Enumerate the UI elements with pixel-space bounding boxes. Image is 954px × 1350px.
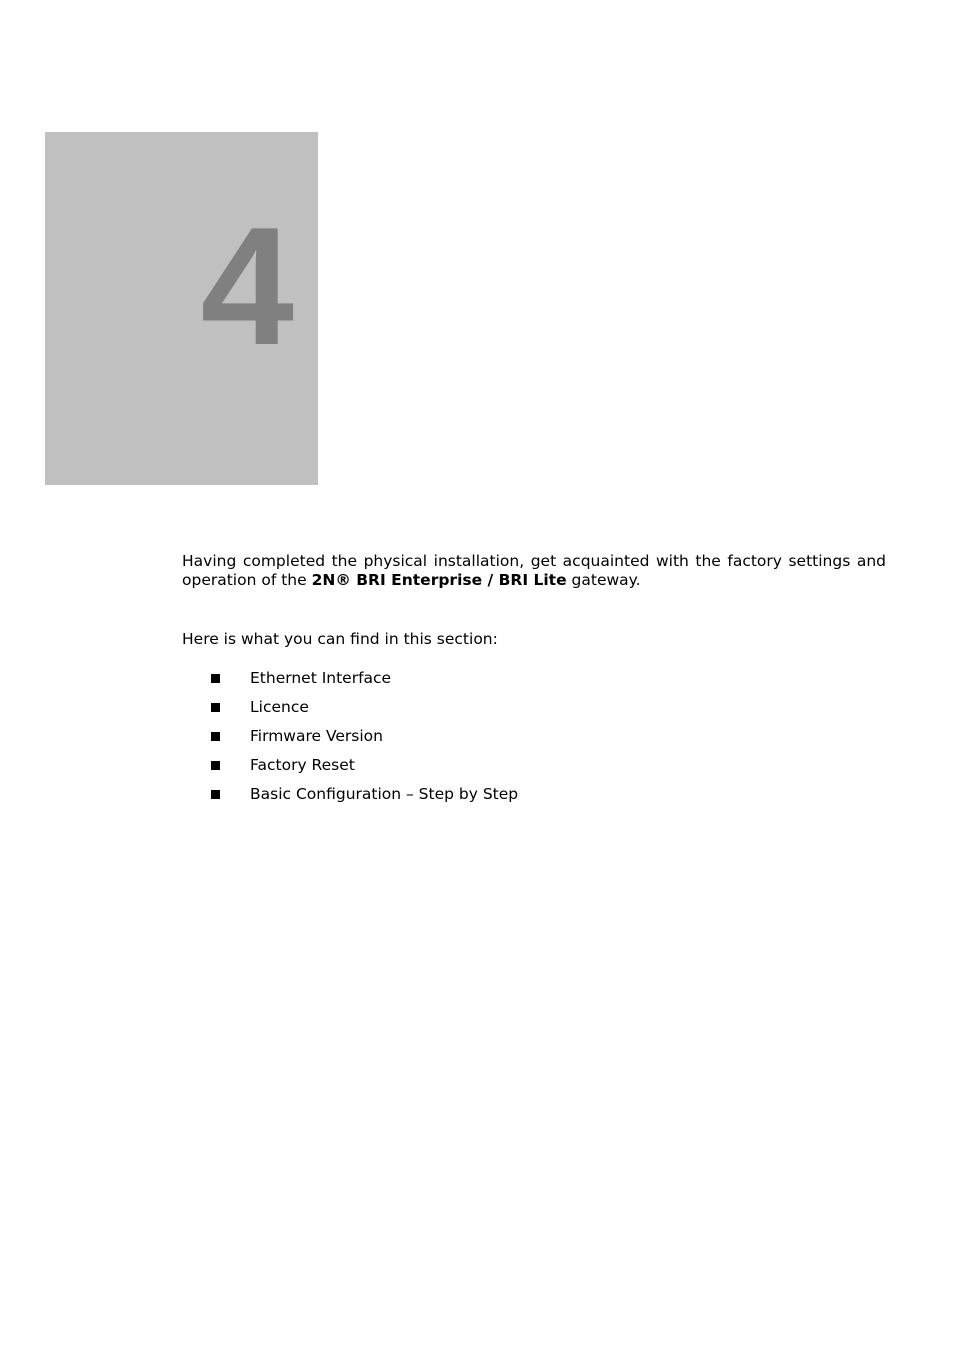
intro-text-before: Having completed the physical installation, get acquainted with the factory settings and operation of the (182, 552, 886, 589)
chapter-number: 4 (200, 192, 294, 380)
square-bullet-icon (211, 674, 220, 683)
square-bullet-icon (211, 732, 220, 741)
chapter-number-panel (45, 132, 318, 485)
topic-label: Firmware Version (250, 727, 383, 745)
product-name: 2N® BRI Enterprise / BRI Lite (311, 571, 567, 589)
square-bullet-icon (211, 761, 220, 770)
intro-text-after: gateway. (566, 571, 641, 589)
topic-label: Factory Reset (250, 756, 355, 774)
topic-label: Basic Configuration – Step by Step (250, 785, 519, 803)
square-bullet-icon (211, 703, 220, 712)
square-bullet-icon (211, 790, 220, 799)
section-contents-lead: Here is what you can find in this section: (182, 630, 498, 648)
topic-label: Licence (250, 698, 309, 716)
chapter-intro-paragraph (182, 552, 886, 590)
topic-label: Ethernet Interface (250, 669, 392, 687)
